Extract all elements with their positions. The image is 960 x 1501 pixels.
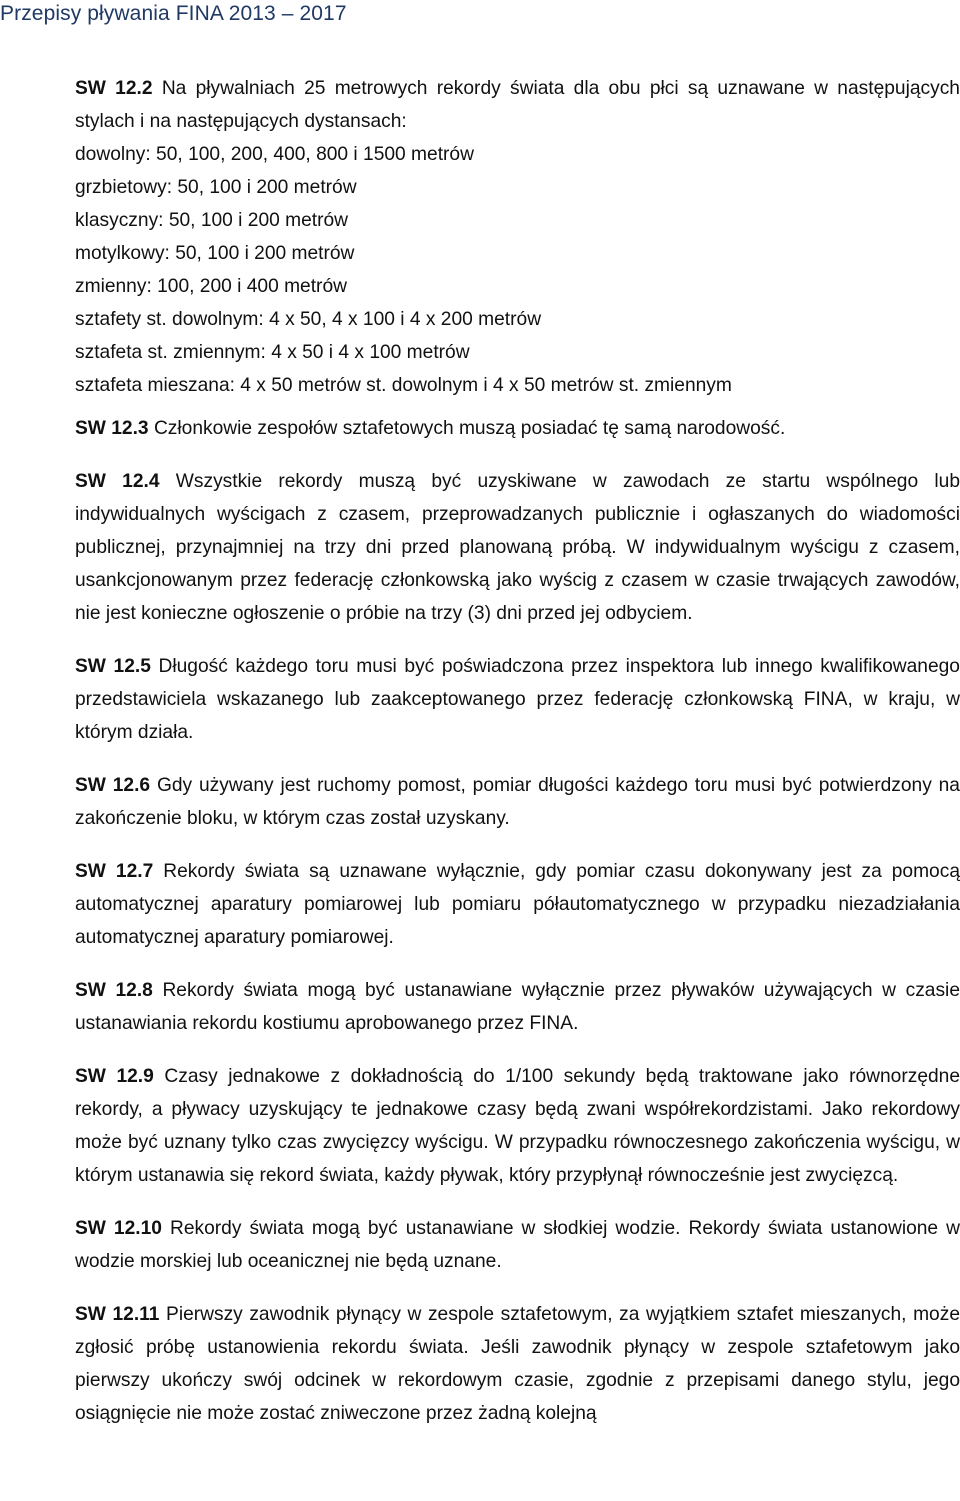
- rule-text: Gdy używany jest ruchomy pomost, pomiar długości każdego toru musi być potwierdzony na zakończenie bloku, w którym czas został uzyskany.: [75, 775, 960, 829]
- rule-sw-12-9: [75, 1060, 960, 1192]
- rule-label: SW 12.3: [75, 418, 149, 439]
- rule-label: SW 12.6: [75, 775, 151, 796]
- rule-sw-12-6: [75, 769, 960, 835]
- rule-label: SW 12.4: [75, 471, 160, 492]
- rule-sw-12-7: [75, 855, 960, 954]
- rule-sw-12-4: [75, 465, 960, 630]
- list-item: klasyczny: 50, 100 i 200 metrów: [75, 210, 349, 231]
- rule-sw-12-5: [75, 650, 960, 749]
- rule-label: SW 12.9: [75, 1066, 154, 1087]
- rule-text: Rekordy świata mogą być ustanawiane wyłącznie przez pływaków używających w czasie ustanawiania rekordu kostiumu aprobowanego przez FINA.: [75, 980, 960, 1034]
- list-item: grzbietowy: 50, 100 i 200 metrów: [75, 177, 357, 198]
- rule-label: SW 12.2: [75, 78, 153, 99]
- rule-text: Rekordy świata są uznawane wyłącznie, gdy pomiar czasu dokonywany jest za pomocą automatycznej aparatury pomiarowej lub pomiaru półautomatycznego w przypadku niezadziałania automatycznej aparatury pomiarowej.: [75, 861, 960, 948]
- rule-label: SW 12.10: [75, 1218, 162, 1239]
- rule-sw-12-11: [75, 1298, 960, 1430]
- list-item: motylkowy: 50, 100 i 200 metrów: [75, 243, 355, 264]
- rule-label: SW 12.8: [75, 980, 153, 1001]
- rule-label: SW 12.11: [75, 1304, 160, 1325]
- list-item: dowolny: 50, 100, 200, 400, 800 i 1500 metrów: [75, 144, 474, 165]
- rule-sw-12-10: [75, 1212, 960, 1278]
- list-item: sztafeta mieszana: 4 x 50 metrów st. dowolnym i 4 x 50 metrów st. zmiennym: [75, 375, 732, 396]
- rule-sw-12-2: [75, 72, 960, 138]
- rule-text: Rekordy świata mogą być ustanawiane w słodkiej wodzie. Rekordy świata ustanowione w wodzie morskiej lub oceanicznej nie będą uznane.: [75, 1218, 960, 1272]
- rule-text: Pierwszy zawodnik płynący w zespole sztafetowym, za wyjątkiem sztafet mieszanych, może zgłosić próbę ustanowienia rekordu świata. Jeśli zawodnik płynący w zespole sztafetowym jako pierwszy ukończy swój odcinek w rekordowym czasie, zgodnie z przepisami danego stylu, jego osiągnięcie nie może zostać zniweczone przez żadną kolejną: [75, 1304, 960, 1424]
- page-header-title: Przepisy pływania FINA 2013 – 2017: [0, 2, 347, 25]
- rule-text: Wszystkie rekordy muszą być uzyskiwane w zawodach ze startu wspólnego lub indywidualnych wyścigach z czasem, przeprowadzanych publicznie i ogłaszanych do wiadomości publicznej, przynajmniej na trzy dni przed planowaną próbą. W indywidualnym wyścigu z czasem, usankcjonowanym przez federację członkowską jako wyścig z czasem w czasie trwających zawodów, nie jest konieczne ogłoszenie o próbie na trzy (3) dni przed jej odbyciem.: [75, 471, 960, 624]
- rule-text: Na pływalniach 25 metrowych rekordy świata dla obu płci są uznawane w następujących stylach i na następujących dystansach:: [75, 78, 960, 132]
- document-body: [75, 72, 960, 1430]
- list-item: sztafeta st. zmiennym: 4 x 50 i 4 x 100 metrów: [75, 342, 470, 363]
- list-item: zmienny: 100, 200 i 400 metrów: [75, 276, 347, 297]
- rule-sw-12-8: [75, 974, 960, 1040]
- rule-text: Długość każdego toru musi być poświadczona przez inspektora lub innego kwalifikowanego przedstawiciela wskazanego lub zaakceptowanego przez federację członkowską FINA, w kraju, w którym działa.: [75, 656, 960, 743]
- rule-text: Czasy jednakowe z dokładnością do 1/100 sekundy będą traktowane jako równorzędne rekordy, a pływacy uzyskujący te jednakowe czasy będą zwani współrekordzistami. Jako rekordowy może być uznany tylko czas zwycięzcy wyścigu. W przypadku równoczesnego zakończenia wyścigu, w którym ustanawia się rekord świata, każdy pływak, który przypłynął równocześnie jest zwycięzcą.: [75, 1066, 960, 1186]
- rule-label: SW 12.5: [75, 656, 151, 677]
- list-item: sztafety st. dowolnym: 4 x 50, 4 x 100 i 4 x 200 metrów: [75, 309, 542, 330]
- distance-list: [75, 138, 960, 402]
- rule-label: SW 12.7: [75, 861, 154, 882]
- rule-text: Członkowie zespołów sztafetowych muszą posiadać tę samą narodowość.: [153, 418, 786, 439]
- rule-sw-12-3: [75, 412, 960, 445]
